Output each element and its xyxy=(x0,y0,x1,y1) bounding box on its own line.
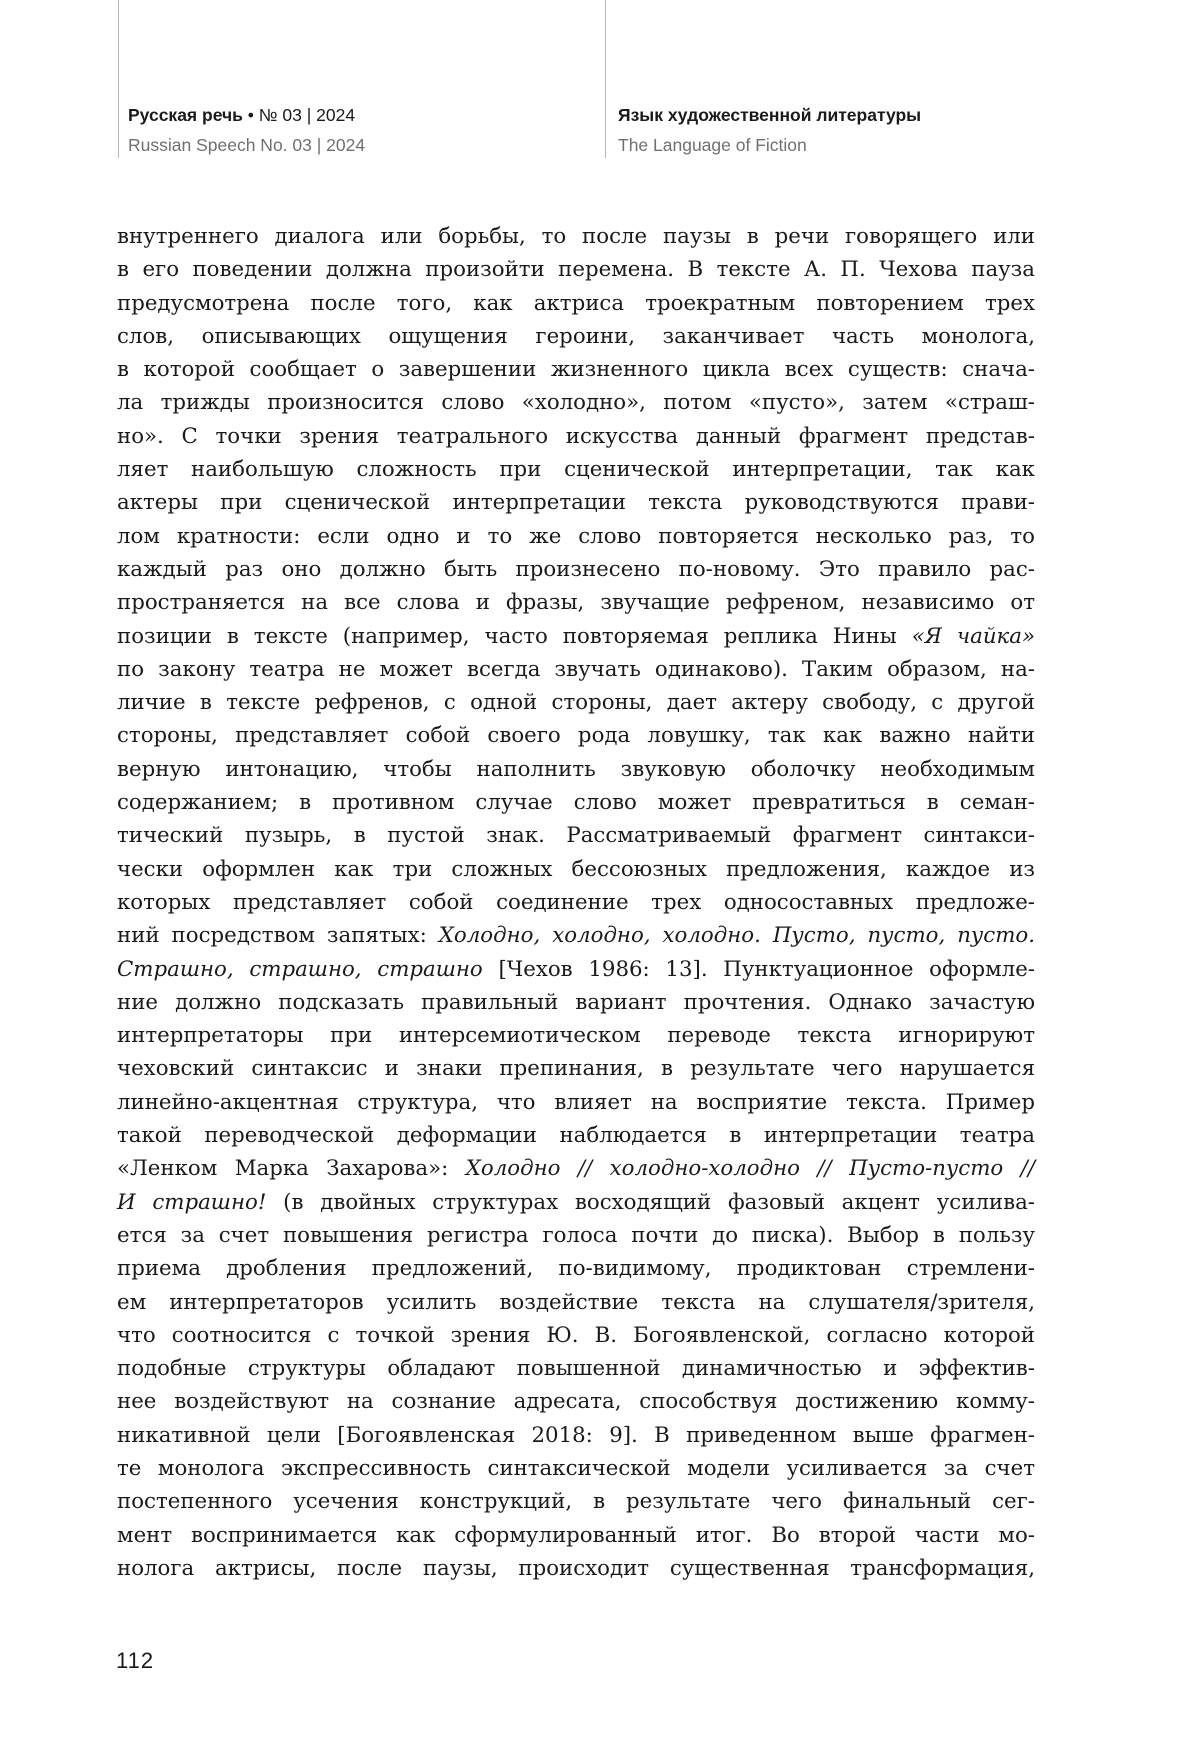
text-line xyxy=(117,420,1035,453)
italic-quote: «Я чайка» xyxy=(911,623,1035,649)
text-line xyxy=(117,1119,1035,1152)
text-run: «Ленком Марка Захарова»: xyxy=(117,1156,466,1182)
text-line xyxy=(117,1552,1035,1585)
text-line xyxy=(117,353,1035,386)
section-title-en: The Language of Fiction xyxy=(618,135,807,155)
journal-title-en: Russian Speech No. 03 | 2024 xyxy=(128,135,366,155)
text-line xyxy=(117,719,1035,752)
text-run: ется за счет повышения регистра голоса почти до писка). Выбор в пользу xyxy=(117,1222,1035,1248)
text-run: в которой сообщает о завершении жизненного цикла всех существ: снача- xyxy=(117,357,1035,383)
text-line xyxy=(117,287,1035,320)
text-line xyxy=(117,453,1035,486)
text-line xyxy=(117,553,1035,586)
text-run: тический пузырь, в пустой знак. Рассматриваемый фрагмент синтакси- xyxy=(117,823,1035,849)
text-run: позиции в тексте (например, часто повторяемая реплика Нины xyxy=(117,623,912,649)
text-run: чески оформлен как три сложных бессоюзных предложения, каждое из xyxy=(117,856,1035,882)
text-line xyxy=(117,953,1035,986)
italic-quote: Холодно, холодно, холодно. Пусто, пусто, пусто. xyxy=(438,923,1036,949)
text-run: лом кратности: если одно и то же слово повторяется несколько раз, то xyxy=(117,523,1035,549)
text-run: такой переводческой деформации наблюдается в интерпретации театра xyxy=(117,1123,1035,1149)
text-run: мент воспринимается как сформулированный итог. Во второй части мо- xyxy=(117,1522,1035,1548)
text-line xyxy=(117,653,1035,686)
text-line xyxy=(117,986,1035,1019)
text-run: но». С точки зрения театрального искусства данный фрагмент представ- xyxy=(117,423,1035,449)
text-line xyxy=(117,686,1035,719)
section-title-ru xyxy=(618,100,921,130)
text-line xyxy=(117,1052,1035,1085)
text-line xyxy=(117,520,1035,553)
text-run: в его поведении должна произойти перемена. В тексте А. П. Чехова пауза xyxy=(117,257,1035,283)
text-run: ла трижды произносится слово «холодно», потом «пусто», затем «страш- xyxy=(117,390,1035,416)
header-divider-left xyxy=(118,0,119,158)
text-run: приема дробления предложений, по-видимому, продиктован стремлени- xyxy=(117,1256,1035,1282)
text-run: что соотносится с точкой зрения Ю. В. Богоявленской, согласно которой xyxy=(117,1322,1035,1348)
text-run: никативной цели [Богоявленская 2018: 9]. В приведенном выше фрагмен- xyxy=(117,1422,1035,1448)
running-header-journal xyxy=(128,100,365,160)
text-run: стороны, представляет собой своего рода ловушку, так как важно найти xyxy=(117,723,1035,749)
text-run: внутреннего диалога или борьбы, то после паузы в речи говорящего или xyxy=(117,224,1035,249)
text-line xyxy=(117,753,1035,786)
text-run: те монолога экспрессивность синтаксической модели усиливается за счет xyxy=(117,1455,1035,1481)
page-number: 112 xyxy=(116,1648,155,1673)
text-line xyxy=(117,1519,1035,1552)
text-run: ние должно подсказать правильный вариант прочтения. Однако зачастую xyxy=(117,989,1035,1015)
text-line xyxy=(117,586,1035,619)
text-line xyxy=(117,1186,1035,1219)
italic-quote: Страшно, страшно, страшно xyxy=(117,956,483,982)
section-name: Язык художественной литературы xyxy=(618,105,922,125)
text-line xyxy=(117,1152,1035,1185)
journal-title-ru xyxy=(128,100,365,130)
header-divider-right xyxy=(605,0,606,158)
text-line xyxy=(117,620,1035,653)
body-text xyxy=(117,220,1035,1585)
text-run: слов, описывающих ощущения героини, заканчивает часть монолога, xyxy=(117,323,1035,349)
text-run: постепенного усечения конструкций, в результате чего финальный сег- xyxy=(117,1489,1035,1515)
text-run: содержанием; в противном случае слово может превратиться в семан- xyxy=(117,790,1035,816)
text-line xyxy=(117,1086,1035,1119)
text-line xyxy=(117,1252,1035,1285)
text-line xyxy=(117,1485,1035,1518)
text-line xyxy=(117,486,1035,519)
text-run: каждый раз оно должно быть произнесено по-новому. Это правило рас- xyxy=(117,556,1035,582)
text-run: по закону театра не может всегда звучать одинаково). Таким образом, на- xyxy=(117,656,1035,682)
text-line xyxy=(117,1452,1035,1485)
text-run: линейно-акцентная структура, что влияет на восприятие текста. Пример xyxy=(117,1089,1035,1115)
text-run: чеховский синтаксис и знаки препинания, в результате чего нарушается xyxy=(117,1056,1035,1082)
text-run: ний посредством запятых: xyxy=(117,923,439,949)
italic-quote: И страшно! xyxy=(117,1189,267,1215)
text-line xyxy=(117,386,1035,419)
text-run: нолога актрисы, после паузы, происходит существенная трансформация, xyxy=(117,1555,1035,1581)
text-line xyxy=(117,786,1035,819)
text-run: нее воздействуют на сознание адресата, способствуя достижению комму- xyxy=(117,1389,1035,1415)
text-line xyxy=(117,819,1035,852)
text-line xyxy=(117,253,1035,286)
text-run: подобные структуры обладают повышенной динамичностью и эффектив- xyxy=(117,1356,1035,1382)
text-line xyxy=(117,1319,1035,1352)
text-line xyxy=(117,1286,1035,1319)
text-run: личие в тексте рефренов, с одной стороны, дает актеру свободу, с другой xyxy=(117,690,1035,716)
text-line xyxy=(117,1385,1035,1418)
text-line xyxy=(117,919,1035,952)
italic-quote: Холодно // холодно-холодно // Пусто-пусто // xyxy=(465,1156,1035,1182)
text-run: ем интерпретаторов усилить воздействие текста на слушателя/зрителя, xyxy=(117,1289,1035,1315)
text-run: [Чехов 1986: 13]. Пунктуационное оформле- xyxy=(482,956,1035,982)
text-line xyxy=(117,320,1035,353)
header-bullet: • xyxy=(242,105,259,125)
text-run: предусмотрена после того, как актриса троекратным повторением трех xyxy=(117,290,1035,316)
text-run: актеры при сценической интерпретации текста руководствуются прави- xyxy=(117,490,1035,516)
text-line xyxy=(117,1352,1035,1385)
text-run: интерпретаторы при интерсемиотическом переводе текста игнорируют xyxy=(117,1023,1035,1049)
issue-number: № 03 | 2024 xyxy=(258,105,356,125)
running-header-section xyxy=(618,100,921,160)
text-run: верную интонацию, чтобы наполнить звуковую оболочку необходимым xyxy=(117,756,1035,782)
text-line xyxy=(117,1219,1035,1252)
text-line xyxy=(117,886,1035,919)
text-line xyxy=(117,1019,1035,1052)
text-line xyxy=(117,220,1035,253)
text-run: пространяется на все слова и фразы, звучащие рефреном, независимо от xyxy=(117,590,1035,616)
journal-name: Русская речь xyxy=(128,105,243,125)
text-run: которых представляет собой соединение трех односоставных предложе- xyxy=(117,889,1035,915)
text-line xyxy=(117,1419,1035,1452)
text-line xyxy=(117,853,1035,886)
text-run: ляет наибольшую сложность при сценической интерпретации, так как xyxy=(117,457,1035,483)
text-run: (в двойных структурах восходящий фазовый акцент усилива- xyxy=(266,1189,1035,1215)
